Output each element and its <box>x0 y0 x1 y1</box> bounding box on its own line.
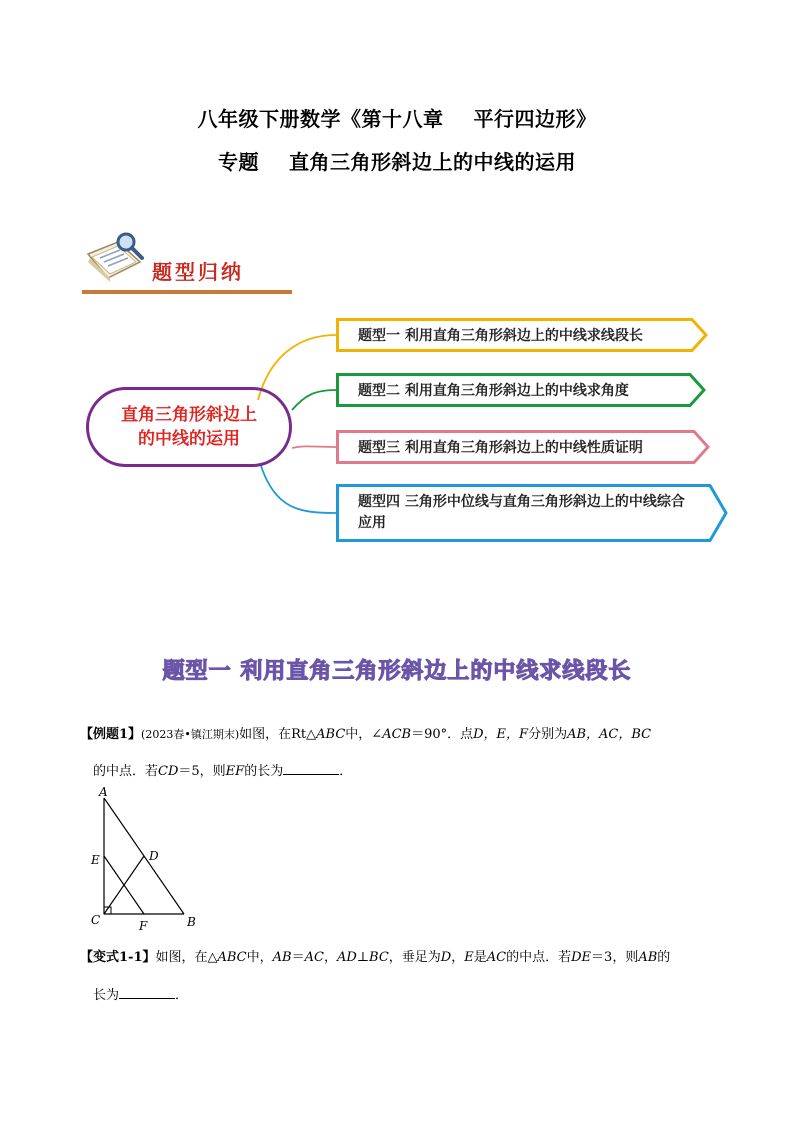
page-title <box>0 103 794 132</box>
title-part2: 平行四边形》 <box>473 107 597 131</box>
connector-3 <box>292 446 336 448</box>
center-line2: 的中线的运用 <box>138 429 240 449</box>
label-b: B <box>187 915 196 929</box>
banner-underline <box>82 290 292 294</box>
branch-1-label: 题型一 利用直角三角形斜边上的中线求线段长 <box>358 328 643 344</box>
branch-type-4 <box>336 484 728 542</box>
variant1-line1: 【变式1-1】如图，在△ABC中，AB＝AC，AD⊥BC，垂足为D，E是AC的中点．若DE＝3，则AB的 <box>80 950 671 965</box>
variant1-line2: 长为 ． <box>93 985 743 1005</box>
answer-blank[interactable] <box>283 761 339 775</box>
example1-line2: 的中点．若CD＝5，则EF的长为 ． <box>93 761 743 781</box>
answer-blank[interactable] <box>119 985 175 999</box>
branch-3-label: 题型三 利用直角三角形斜边上的中线性质证明 <box>358 440 643 456</box>
banner-label: 题型归纳 <box>152 260 244 284</box>
label-d: D <box>149 849 159 863</box>
branch-4-label: 题型四 三角形中位线与直角三角形斜边上的中线综合应用 <box>358 494 685 531</box>
triangle-figure <box>88 784 208 934</box>
connector-4 <box>260 463 336 513</box>
title-part1: 八年级下册数学《第十八章 <box>197 107 444 131</box>
label-a: A <box>99 785 108 799</box>
page-subtitle <box>0 146 794 175</box>
subtitle-part1: 专题 <box>218 150 259 174</box>
connector-2 <box>292 390 336 410</box>
section-banner <box>82 232 292 296</box>
example-source: (2023春•镇江期末) <box>141 728 240 741</box>
section-heading: 题型一 利用直角三角形斜边上的中线求线段长 <box>162 659 632 684</box>
subtitle-part2: 直角三角形斜边上的中线的运用 <box>289 150 576 174</box>
mind-map <box>0 300 794 560</box>
label-c: C <box>91 913 101 927</box>
example-tag: 【例题1】 <box>80 727 142 742</box>
branch-type-2 <box>336 373 706 407</box>
center-line1: 直角三角形斜边上 <box>121 405 257 425</box>
branch-type-3 <box>336 430 710 464</box>
branch-type-1 <box>336 318 708 352</box>
example1-line1: 【例题1】(2023春•镇江期末)如图，在Rt△ABC中，∠ACB＝90°．点D，E，F分别为AB，AC，BC <box>80 727 652 742</box>
mind-map-center <box>86 387 292 467</box>
label-e: E <box>91 853 100 867</box>
variant-tag: 【变式1-1】 <box>80 950 156 965</box>
label-f: F <box>139 919 148 933</box>
branch-2-label: 题型二 利用直角三角形斜边上的中线求角度 <box>358 383 629 399</box>
notepad-magnifier-icon <box>82 232 154 290</box>
